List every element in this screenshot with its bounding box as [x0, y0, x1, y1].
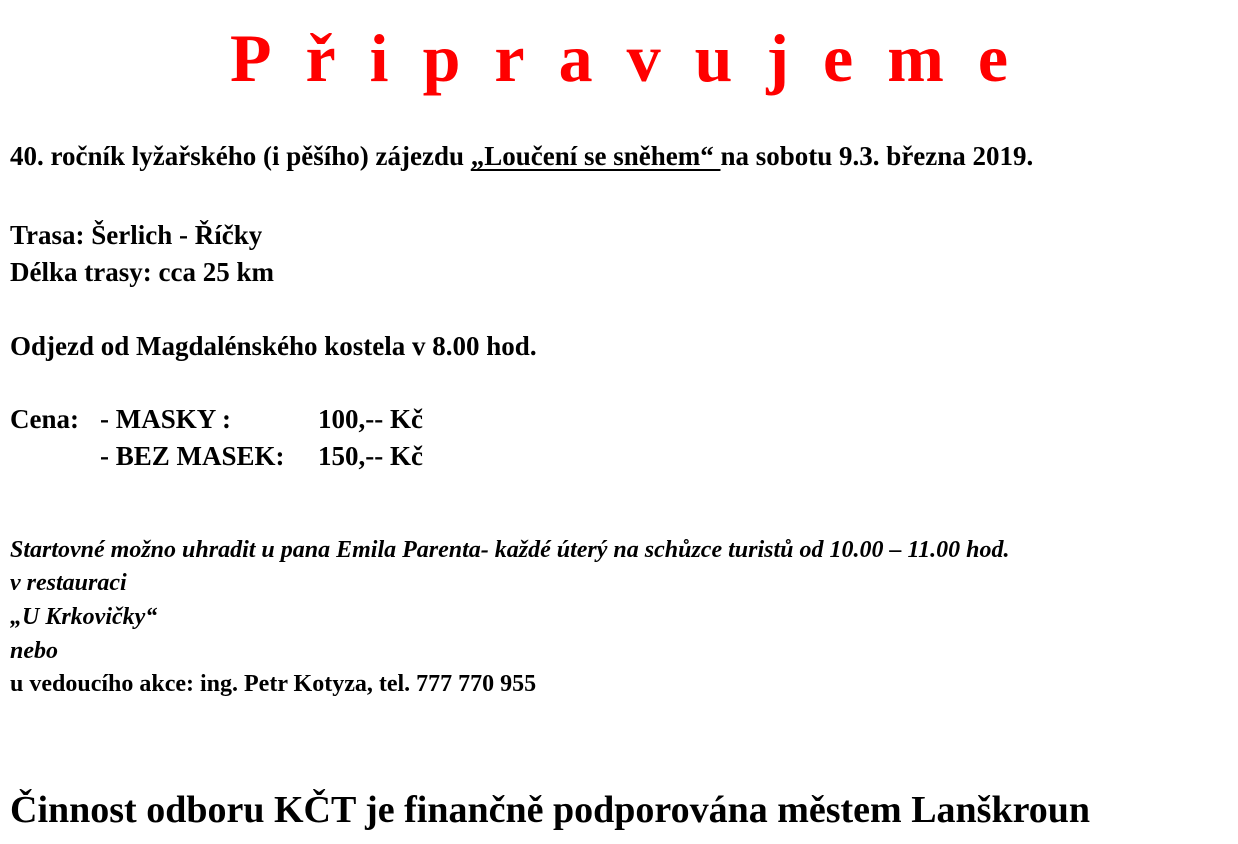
- payment-line-5: u vedoucího akce: ing. Petr Kotyza, tel. 777 770 955: [10, 671, 537, 697]
- price-row-1: [10, 403, 423, 435]
- intro-line: [10, 140, 1033, 172]
- event-name: „Loučení se sněhem“: [470, 141, 721, 171]
- price-row-2: [10, 440, 423, 472]
- intro-after: na sobotu 9.3. března 2019.: [720, 141, 1034, 171]
- length-line: Délka trasy: cca 25 km: [10, 257, 274, 287]
- intro-before: 40. ročník lyžařského (i pěšího) zájezdu: [10, 141, 471, 171]
- payment-line-1: Startovné možno uhradit u pana Emila Parenta- každé úterý na schůzce turistů od 10.00 – 11.00 hod.: [10, 537, 1010, 563]
- price-label: Cena:: [10, 404, 79, 434]
- page-title: Připravujeme: [229, 20, 1043, 96]
- payment-line-4: nebo: [10, 638, 58, 664]
- route-line: Trasa: Šerlich - Říčky: [10, 220, 263, 250]
- footer-note: Činnost odboru KČT je finančně podporována městem Lanškroun: [10, 789, 1091, 831]
- price-value-2: 150,-- Kč: [318, 441, 423, 471]
- price-name-1: - MASKY :: [100, 404, 231, 434]
- price-value-1: 100,-- Kč: [318, 404, 423, 434]
- payment-line-2: v restauraci: [10, 570, 127, 596]
- departure-line: Odjezd od Magdalénského kostela v 8.00 hod.: [10, 331, 537, 361]
- payment-line-3: „U Krkovičky“: [10, 604, 158, 630]
- price-name-2: - BEZ MASEK:: [100, 441, 285, 471]
